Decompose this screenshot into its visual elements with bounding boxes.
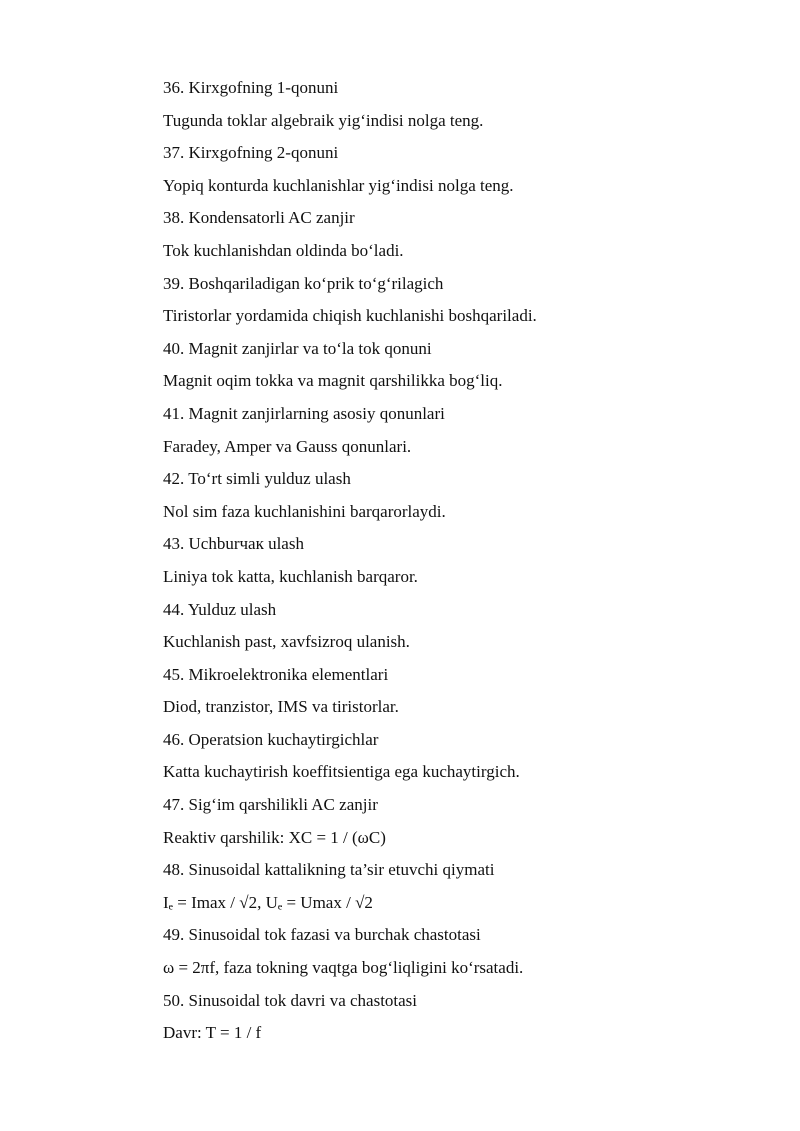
answer-37: Yopiq konturda kuchlanishlar yig‘indisi nolga teng. [163,175,514,195]
answer-43: Liniya tok katta, kuchlanish barqaror. [163,566,418,586]
document-page [163,75,763,1053]
answer-39: Tiristorlar yordamida chiqish kuchlanishi boshqariladi. [163,306,537,326]
answer-46: Katta kuchaytirish koeffitsientiga ega kuchaytirgich. [163,762,520,782]
heading-47: 47. Sig‘im qarshilikli AC zanjir [163,795,378,815]
answer-45: Diod, tranzistor, IMS va tiristorlar. [163,697,399,717]
answer-38: Tok kuchlanishdan oldinda bo‘ladi. [163,240,404,260]
answer-49: ω = 2πf, faza tokning vaqtga bog‘liqligini ko‘rsatadi. [163,958,524,978]
heading-41: 41. Magnit zanjirlarning asosiy qonunlari [163,403,445,423]
heading-50: 50. Sinusoidal tok davri va chastotasi [163,990,418,1010]
answer-44: Kuchlanish past, xavfsizroq ulanish. [163,632,410,652]
answer-48: Iₑ = Imax / √2, Uₑ = Umax / √2 [163,892,373,912]
heading-44: 44. Yulduz ulash [163,599,277,619]
heading-46: 46. Operatsion kuchaytirgichlar [163,729,379,749]
heading-39: 39. Boshqariladigan ko‘prik to‘g‘rilagich [163,273,444,293]
heading-48: 48. Sinusoidal kattalikning ta’sir etuvchi qiymati [163,860,495,880]
heading-38: 38. Kondensatorli AC zanjir [163,208,355,228]
heading-45: 45. Mikroelektronika elementlari [163,664,389,684]
heading-43: 43. Uchburчак ulash [163,534,304,554]
heading-36: 36. Kirxgofning 1-qonuni [163,78,339,97]
answer-50: Davr: T = 1 / f [163,1023,262,1043]
answer-40: Magnit oqim tokka va magnit qarshilikka bog‘liq. [163,371,503,391]
answer-47: Reaktiv qarshilik: XC = 1 / (ωC) [163,827,386,847]
answer-42: Nol sim faza kuchlanishini barqarorlaydi. [163,501,446,521]
heading-49: 49. Sinusoidal tok fazasi va burchak chastotasi [163,925,481,945]
answer-41: Faradey, Amper va Gauss qonunlari. [163,436,412,456]
heading-40: 40. Magnit zanjirlar va to‘la tok qonuni [163,338,432,358]
heading-37: 37. Kirxgofning 2-qonuni [163,143,339,163]
heading-42: 42. To‘rt simli yulduz ulash [163,469,351,489]
answer-36: Tugunda toklar algebraik yig‘indisi nolga teng. [163,110,484,130]
